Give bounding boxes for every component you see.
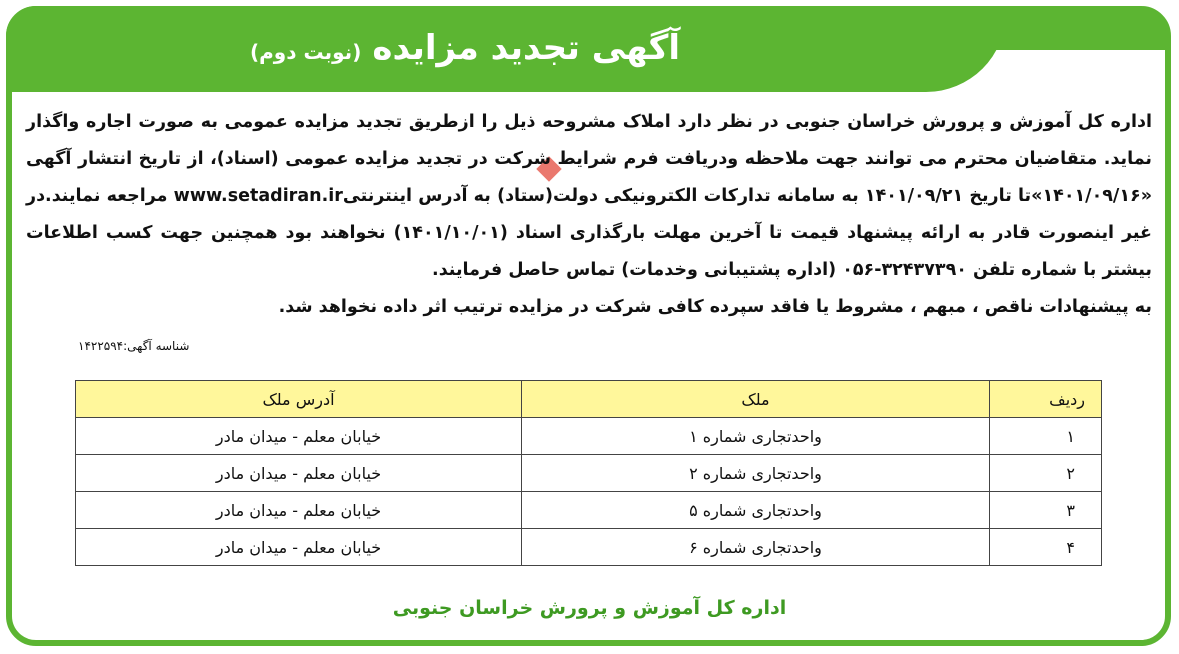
header-address: آدرس ملک — [76, 381, 522, 418]
cell-radif: ۲ — [990, 455, 1102, 492]
notice-id: شناسه آگهی:۱۴۲۲۵۹۴ — [78, 339, 190, 353]
table-row — [76, 418, 1102, 455]
cell-address: خیابان معلم - میدان مادر — [76, 455, 522, 492]
ad-title — [250, 28, 680, 68]
cell-melk: واحدتجاری شماره ۱ — [522, 418, 990, 455]
table-row — [76, 529, 1102, 566]
cell-radif: ۳ — [990, 492, 1102, 529]
property-table — [75, 380, 1102, 566]
table-row — [76, 492, 1102, 529]
cell-address: خیابان معلم - میدان مادر — [76, 418, 522, 455]
ad-body — [26, 104, 1152, 326]
cell-radif: ۱ — [990, 418, 1102, 455]
cell-melk: واحدتجاری شماره ۶ — [522, 529, 990, 566]
cell-melk: واحدتجاری شماره ۲ — [522, 455, 990, 492]
title-main: آگهی تجدید مزایده — [372, 28, 681, 68]
header-radif: ردیف — [990, 381, 1102, 418]
cell-melk: واحدتجاری شماره ۵ — [522, 492, 990, 529]
body-paragraph-1: اداره کل آموزش و پرورش خراسان جنوبی در نظر دارد املاک مشروحه ذیل را ازطریق تجدید مزایده عمومی به صورت اجاره واگذار نماید. متقاضیان محترم می توانند جهت ملاحظه ودریافت فرم شرایط شرکت در تجدید مزایده عمومی (اسناد)، از تاریخ انتشار آگهی «۱۴۰۱/۰۹/۱۶»تا تاریخ ۱۴۰۱/۰۹/۲۱ به سامانه تدارکات الکترونیکی دولت(ستاد) به آدرس اینترنتیwww.setadiran.ir مراجعه نمایند.در غیر اینصورت قادر به ارائه پیشنهاد قیمت تا آخرین مهلت بارگذاری اسناد (۱۴۰۱/۱۰/۰۱) نخواهند بود همچنین جهت کسب اطلاعات بیشتر با شماره تلفن ۳۲۴۳۷۳۹۰-۰۵۶ (اداره پشتیبانی وخدمات) تماس حاصل فرمایند. — [26, 112, 1152, 280]
title-subtitle: (نوبت دوم) — [250, 40, 362, 64]
body-paragraph-2: به پیشنهادات ناقص ، مبهم ، مشروط یا فاقد سپرده کافی شرکت در مزایده ترتیب اثر داده نخواهد شد. — [278, 297, 1152, 317]
footer-organization: اداره کل آموزش و پرورش خراسان جنوبی — [392, 597, 787, 619]
table-header-row — [76, 381, 1102, 418]
cell-radif: ۴ — [990, 529, 1102, 566]
table-row — [76, 455, 1102, 492]
header-melk: ملک — [522, 381, 990, 418]
cell-address: خیابان معلم - میدان مادر — [76, 492, 522, 529]
cell-address: خیابان معلم - میدان مادر — [76, 529, 522, 566]
